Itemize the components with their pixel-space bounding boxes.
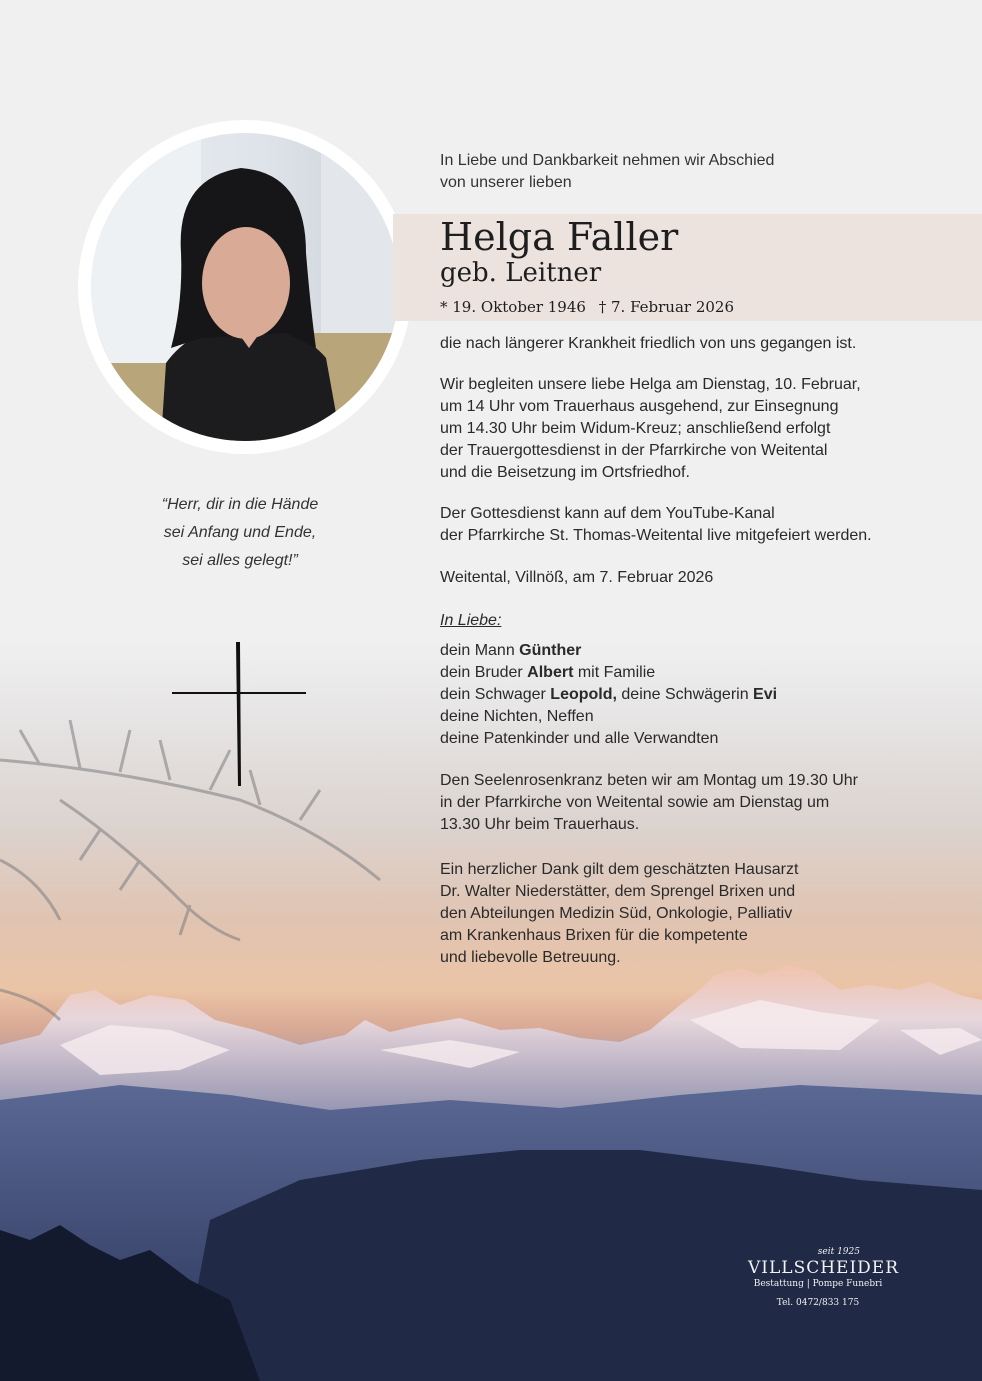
thanks-paragraph (440, 859, 940, 969)
mourner-line-4: deine Nichten, Neffen (440, 708, 594, 725)
logo-phone: Tel. 0472/833 175 (776, 1298, 860, 1308)
rosary-paragraph (440, 770, 940, 836)
mourner-name: Evi (753, 686, 778, 703)
intro-text (440, 150, 900, 194)
mourners-heading: In Liebe: (440, 612, 502, 629)
mourner-line-5: deine Patenkinder und alle Verwandten (440, 730, 719, 747)
passing-line: die nach längerer Krankheit friedlich von uns gegangen ist. (440, 335, 857, 352)
mourner-suffix: mit Familie (573, 664, 656, 681)
thanks-line: am Krankenhaus Brixen für die kompetente (440, 927, 748, 944)
mourner-line-1 (440, 640, 940, 662)
quote-line: sei alles gelegt!” (182, 552, 298, 569)
rosary-line: in der Pfarrkirche von Weitental sowie am Dienstag um (440, 794, 830, 811)
logo-subtitle: Bestattung | Pompe Funebri (753, 1279, 883, 1289)
funeral-line: um 14 Uhr vom Trauerhaus ausgehend, zur Einsegnung (440, 398, 839, 415)
mourner-name: Leopold, (550, 686, 617, 703)
logo-since: seit 1925 (817, 1247, 860, 1257)
thanks-line: Dr. Walter Niederstätter, dem Sprengel Brixen und (440, 883, 796, 900)
cross-icon (170, 640, 310, 790)
bible-quote (120, 491, 360, 575)
place-date (440, 567, 940, 589)
place-date-line: Weitental, Villnöß, am 7. Februar 2026 (440, 569, 714, 586)
logo-brand: VILLSCHEIDER (748, 1258, 900, 1278)
passing-text (440, 333, 940, 355)
portrait-illustration (91, 133, 399, 441)
funeral-paragraph (440, 374, 940, 484)
funeral-line: um 14.30 Uhr beim Widum-Kreuz; anschließend erfolgt (440, 420, 831, 437)
mourner-line-3 (440, 684, 940, 706)
mourner-relation: dein Bruder (440, 664, 528, 681)
quote-line: “Herr, dir in die Hände (161, 496, 319, 513)
maiden-name: geb. Leitner (440, 258, 602, 288)
mourner-name: Günther (519, 642, 582, 659)
intro-line-2: von unserer lieben (440, 174, 572, 191)
death-date: † 7. Februar 2026 (598, 298, 735, 316)
funeral-home-logo (748, 1247, 900, 1310)
funeral-line: der Trauergottesdienst in der Pfarrkirche von Weitental (440, 442, 828, 459)
intro-line-1: In Liebe und Dankbarkeit nehmen wir Abschied (440, 152, 775, 169)
thanks-line: und liebevolle Betreuung. (440, 949, 621, 966)
livestream-line: Der Gottesdienst kann auf dem YouTube-Kanal (440, 505, 775, 522)
mourner-line-2 (440, 662, 940, 684)
livestream-paragraph (440, 503, 940, 547)
mourner-relation: deine Schwägerin (616, 686, 754, 703)
mourners-block (440, 610, 940, 750)
livestream-line: der Pfarrkirche St. Thomas-Weitental live mitgefeiert werden. (440, 527, 872, 544)
thanks-line: den Abteilungen Medizin Süd, Onkologie, Palliativ (440, 905, 793, 922)
mourner-relation: dein Mann (440, 642, 520, 659)
deceased-name: Helga Faller (440, 215, 679, 259)
mourner-name: Albert (527, 664, 574, 681)
thanks-line: Ein herzlicher Dank gilt dem geschätzten Hausarzt (440, 861, 799, 878)
quote-line: sei Anfang und Ende, (163, 524, 317, 541)
portrait-photo (78, 120, 412, 454)
life-dates (440, 297, 742, 317)
rosary-line: 13.30 Uhr beim Trauerhaus. (440, 816, 640, 833)
mourner-relation: dein Schwager (440, 686, 551, 703)
funeral-line: und die Beisetzung im Ortsfriedhof. (440, 464, 690, 481)
birth-date: * 19. Oktober 1946 (440, 298, 586, 316)
rosary-line: Den Seelenrosenkranz beten wir am Montag um 19.30 Uhr (440, 772, 858, 789)
funeral-line: Wir begleiten unsere liebe Helga am Dienstag, 10. Februar, (440, 376, 861, 393)
